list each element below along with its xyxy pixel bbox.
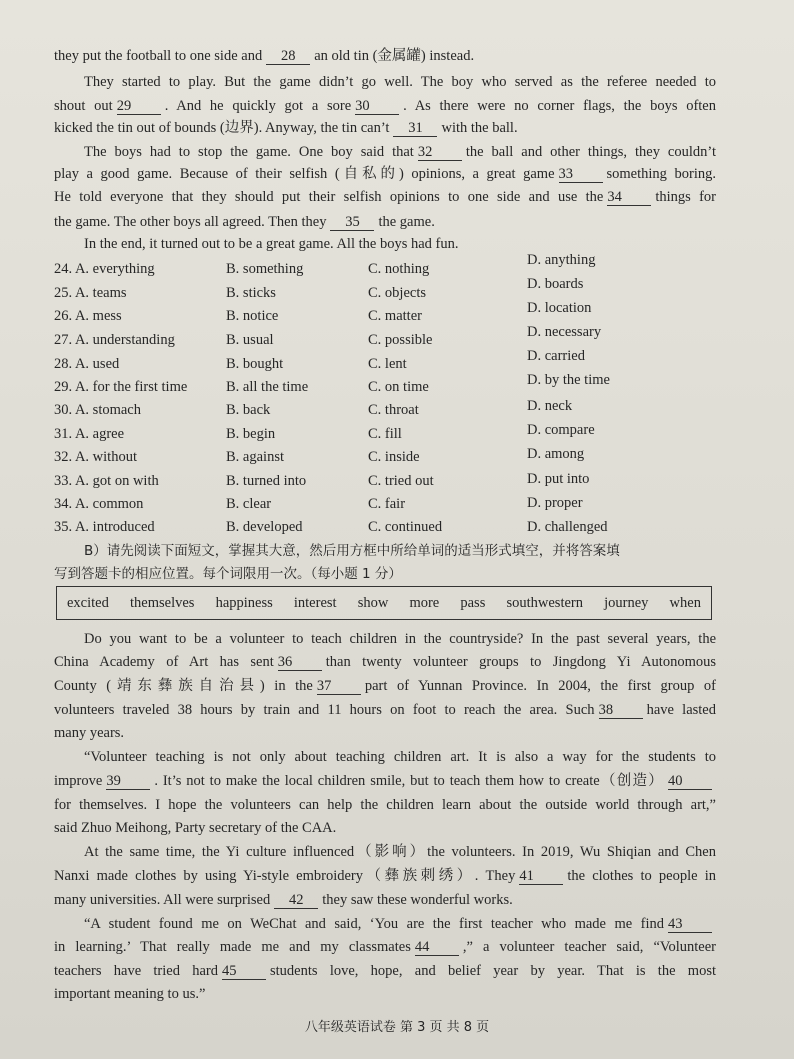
word-bank-item: journey — [604, 594, 649, 611]
option-a[interactable]: 35. A. introduced — [54, 519, 155, 535]
option-d[interactable]: D. put into — [527, 471, 590, 487]
passage-a-line-3 — [54, 96, 716, 116]
option-a[interactable]: 33. A. got on with — [54, 473, 159, 489]
option-c[interactable]: C. inside — [368, 449, 420, 465]
text: the game. — [378, 214, 435, 230]
option-d[interactable]: D. compare — [527, 422, 595, 438]
passage-b-line-3 — [54, 676, 716, 696]
word-bank-item: pass — [460, 594, 486, 611]
section-b-instruction-2: 写到答题卡的相应位置。每个词限用一次。（每小题 1 分） — [54, 566, 402, 582]
option-c[interactable]: C. matter — [368, 308, 422, 324]
option-b[interactable]: B. clear — [226, 496, 272, 512]
option-b[interactable]: B. all the time — [226, 379, 309, 395]
option-c[interactable]: C. fill — [368, 426, 402, 442]
option-b[interactable]: B. notice — [226, 308, 279, 324]
blank-30[interactable]: 30 — [355, 98, 399, 115]
passage-a-line-4 — [54, 118, 716, 138]
blank-43[interactable]: 43 — [668, 916, 712, 933]
passage-a-line-9: In the end, it turned out to be a great game. All the boys had fun. — [84, 236, 459, 252]
blank-32[interactable]: 32 — [418, 144, 462, 161]
text: the ball and other things, they couldn’t — [465, 144, 716, 160]
option-a[interactable]: 29. A. for the first time — [54, 379, 188, 395]
text: they saw these wonderful works. — [322, 892, 513, 908]
option-d[interactable]: D. among — [527, 446, 585, 462]
blank-39[interactable]: 39 — [106, 773, 150, 790]
text: the game. The other boys all agreed. Then they — [54, 214, 327, 230]
blank-38[interactable]: 38 — [599, 702, 643, 719]
blank-28[interactable]: 28 — [266, 48, 310, 65]
passage-b-line-14 — [54, 937, 716, 957]
option-b[interactable]: B. developed — [226, 519, 303, 535]
option-a[interactable]: 24. A. everything — [54, 261, 155, 277]
option-d[interactable]: D. proper — [527, 495, 583, 511]
option-c[interactable]: C. fair — [368, 496, 406, 512]
blank-35[interactable]: 35 — [330, 214, 374, 231]
blank-41[interactable]: 41 — [519, 868, 563, 885]
text: kicked the tin out of bounds (边界). Anyway, the tin can’t — [54, 120, 390, 136]
text: they put the football to one side and — [54, 48, 263, 64]
blank-29[interactable]: 29 — [117, 98, 161, 115]
passage-b-line-15 — [54, 961, 716, 981]
text: an old tin (金属罐) instead. — [314, 48, 475, 64]
text: shout out — [54, 98, 113, 114]
option-b[interactable]: B. bought — [226, 356, 284, 372]
blank-40[interactable]: 40 — [668, 773, 712, 790]
word-bank-item: interest — [293, 594, 337, 611]
option-c[interactable]: C. possible — [368, 332, 433, 348]
passage-b-line-9: said Zhuo Meihong, Party secretary of the CAA. — [54, 820, 337, 836]
text: many universities. All were surprised — [54, 892, 271, 908]
option-d[interactable]: D. by the time — [527, 372, 610, 388]
option-b[interactable]: B. something — [226, 261, 304, 277]
text: He told everyone that they should put their selfish opinions to one side and use the — [54, 189, 604, 205]
option-d[interactable]: D. necessary — [527, 324, 602, 340]
option-a[interactable]: 31. A. agree — [54, 426, 125, 442]
text: China Academy of Art has sent — [54, 654, 274, 670]
text: the clothes to people in — [567, 868, 716, 884]
option-d[interactable]: D. challenged — [527, 519, 608, 535]
word-bank-item: excited — [67, 594, 109, 611]
text: ,” a volunteer teacher said, “Volunteer — [462, 939, 716, 955]
option-a[interactable]: 25. A. teams — [54, 285, 127, 301]
passage-b-line-11 — [54, 866, 716, 886]
passage-a-line-6 — [54, 164, 716, 184]
text: students love, hope, and belief year by year. That is the most — [270, 963, 716, 979]
text: part of Yunnan Province. In 2004, the first group of — [364, 678, 717, 694]
text: . As there were no corner flags, the boys often — [403, 98, 716, 114]
text: improve — [54, 773, 103, 789]
text: County (靖东彝族自治县) in the — [54, 678, 313, 694]
text: things for — [655, 189, 717, 205]
text: than twenty volunteer groups to Jingdong Yi Autonomous — [325, 654, 717, 670]
option-c[interactable]: C. tried out — [368, 473, 434, 489]
word-bank-item: themselves — [130, 594, 195, 611]
option-d[interactable]: D. boards — [527, 276, 584, 292]
option-b[interactable]: B. begin — [226, 426, 276, 442]
blank-33[interactable]: 33 — [559, 166, 603, 183]
option-c[interactable]: C. nothing — [368, 261, 430, 277]
option-a[interactable]: 34. A. common — [54, 496, 144, 512]
passage-b-line-12 — [54, 890, 716, 910]
text: The boys had to stop the game. One boy said that — [84, 144, 414, 160]
word-bank-item: more — [409, 594, 440, 611]
option-a[interactable]: 26. A. mess — [54, 308, 122, 324]
passage-a-line-7 — [54, 187, 716, 207]
option-b[interactable]: B. against — [226, 449, 284, 465]
passage-a-line-5 — [54, 142, 716, 162]
blank-34[interactable]: 34 — [607, 189, 651, 206]
option-c[interactable]: C. lent — [368, 356, 407, 372]
passage-b-line-13 — [54, 914, 716, 934]
option-b[interactable]: B. sticks — [226, 285, 276, 301]
passage-a-line-1 — [54, 46, 716, 66]
blank-36[interactable]: 36 — [278, 654, 322, 671]
text: “A student found me on WeChat and said, ‘You are the first teacher who made me find — [84, 916, 664, 932]
option-a[interactable]: 32. A. without — [54, 449, 137, 465]
option-a[interactable]: 30. A. stomach — [54, 402, 141, 418]
option-b[interactable]: B. turned into — [226, 473, 307, 489]
word-bank-item: happiness — [215, 594, 273, 611]
option-d[interactable]: D. location — [527, 300, 592, 316]
option-c[interactable]: C. continued — [368, 519, 443, 535]
passage-b-line-5: many years. — [54, 725, 125, 741]
option-a[interactable]: 28. A. used — [54, 356, 120, 372]
text: have lasted — [646, 702, 716, 718]
passage-a-line-2: They started to play. But the game didn’t go well. The boy who served as the referee needed to — [84, 74, 716, 90]
text: Nanxi made clothes by using Yi-style embroidery（彝族刺绣）. They — [54, 868, 516, 884]
blank-37[interactable]: 37 — [317, 678, 361, 695]
passage-b-line-7 — [54, 771, 716, 791]
text: in learning.’ That really made me and my classmates — [54, 939, 411, 955]
passage-b-line-2 — [54, 652, 716, 672]
option-d[interactable]: D. carried — [527, 348, 585, 364]
text: something boring. — [606, 166, 716, 182]
option-c[interactable]: C. on time — [368, 379, 429, 395]
option-d[interactable]: D. anything — [527, 252, 596, 268]
blank-45[interactable]: 45 — [222, 963, 266, 980]
page-footer: 八年级英语试卷 第 3 页 共 8 页 — [304, 1020, 490, 1035]
passage-b-line-10: At the same time, the Yi culture influenced（影响）the volunteers. In 2019, Wu Shiqian and Chen — [84, 844, 716, 860]
option-c[interactable]: C. throat — [368, 402, 419, 418]
passage-b-line-1: Do you want to be a volunteer to teach children in the countryside? In the past several years, the — [84, 631, 716, 647]
blank-42[interactable]: 42 — [274, 892, 318, 909]
option-b[interactable]: B. usual — [226, 332, 274, 348]
option-a[interactable]: 27. A. understanding — [54, 332, 175, 348]
blank-31[interactable]: 31 — [393, 120, 437, 137]
option-d[interactable]: D. neck — [527, 398, 573, 414]
passage-b-line-4 — [54, 700, 716, 720]
text: . It’s not to make the local children smile, but to teach them how to create（创造） — [154, 773, 664, 789]
text: volunteers traveled 38 hours by train and 11 hours on foot to reach the area. Such — [54, 702, 595, 718]
text: . And he quickly got a sore — [164, 98, 352, 114]
text: play a good game. Because of their selfish (自私的) opinions, a great game — [54, 166, 555, 182]
passage-b-line-16: important meaning to us.” — [54, 986, 206, 1002]
word-bank-box — [56, 586, 712, 620]
word-bank-item: when — [669, 594, 701, 611]
passage-b-line-6: “Volunteer teaching is not only about teaching children art. It is also a way for the students to — [84, 749, 716, 765]
word-bank-item: show — [357, 594, 389, 611]
section-b-instruction-1: B）请先阅读下面短文，掌握其大意，然后用方框中所给单词的适当形式填空，并将答案填 — [84, 543, 620, 559]
passage-b-line-8: for themselves. I hope the volunteers can help the children learn about the outside world through art,” — [54, 797, 716, 813]
option-c[interactable]: C. objects — [368, 285, 426, 301]
blank-44[interactable]: 44 — [415, 939, 459, 956]
text: teachers have tried hard — [54, 963, 219, 979]
word-bank-item: southwestern — [506, 594, 583, 611]
text: with the ball. — [441, 120, 518, 136]
option-b[interactable]: B. back — [226, 402, 271, 418]
passage-a-line-8 — [54, 212, 716, 232]
